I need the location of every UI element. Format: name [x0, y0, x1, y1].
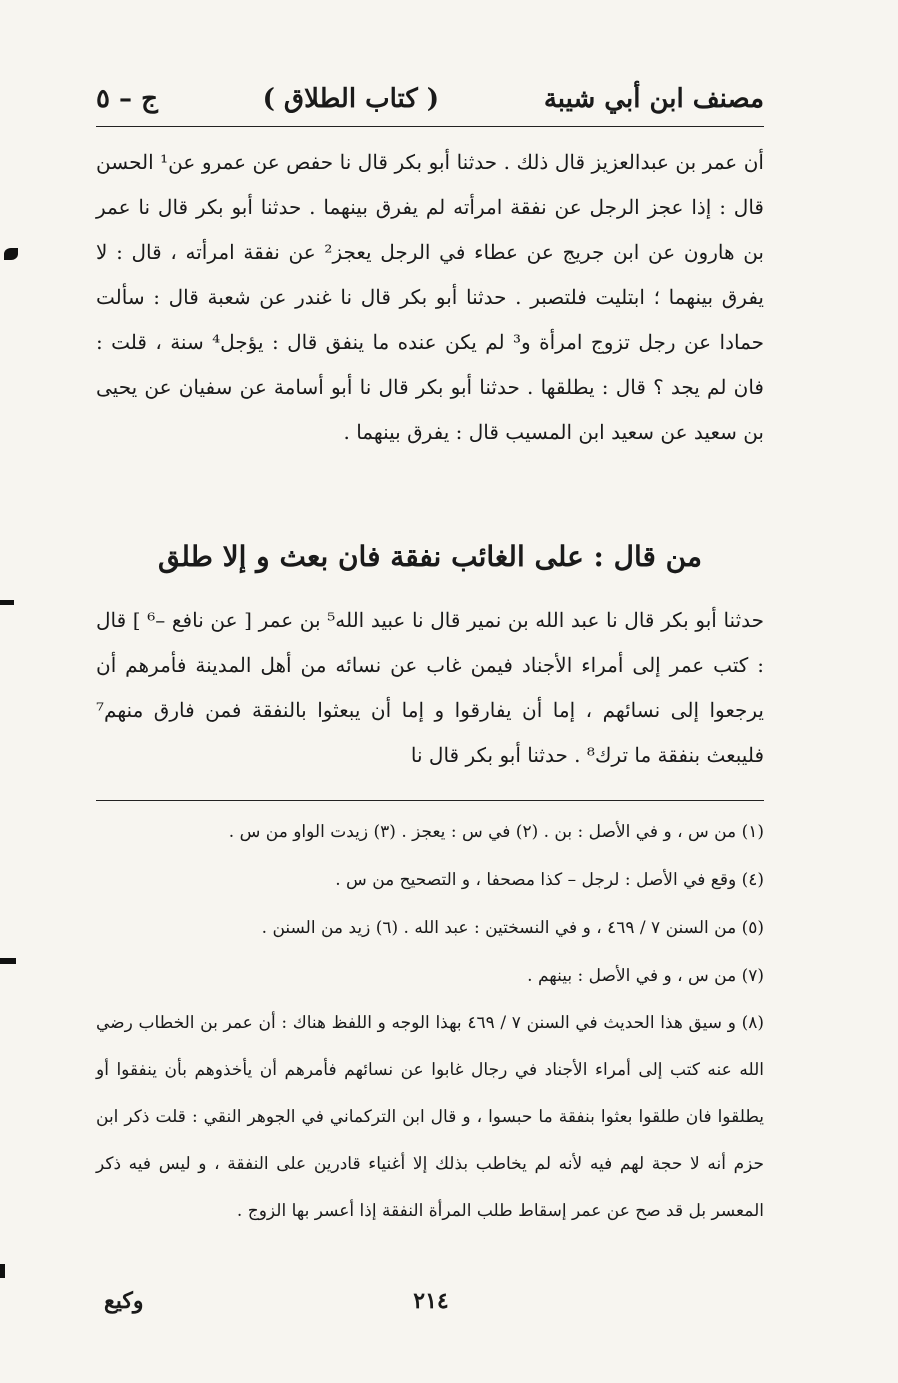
chapter-title: ( كتاب الطلاق ) [262, 84, 440, 114]
running-header [96, 76, 764, 122]
book-title: مصنف ابن أبي شيبة [543, 84, 764, 114]
page-number: ٢١٤ [413, 1288, 449, 1314]
section-heading: من قال : على الغائب نفقة فان بعث و إلا طلق [158, 540, 702, 573]
paragraph-1: أن عمر بن عبدالعزيز قال ذلك . حدثنا أبو بكر قال نا حفص عن عمرو عن¹ الحسن قال : إذا عجز الرجل عن نفقة امرأته لم يفرق بينهما . حدثنا أبو بكر قال نا عمر بن هارون عن ابن جريج عن عطاء في الرجل يعجز² عن نفقة امرأته ، قال : لا يفرق بينهما ؛ ابتليت فلتصبر . حدثنا أبو بكر قال نا غندر عن شعبة قال : سألت حمادا عن رجل تزوج امرأة و³ لم يكن عنده ما ينفق قال : يؤجل⁴ سنة ، قلت : فان لم يجد ؟ قال : يطلقها . حدثنا أبو بكر قال نا أبو أسامة عن سفيان عن يحيى بن سعيد عن سعيد ابن المسيب قال : يفرق بينهما . [96, 150, 764, 444]
footnote-8: (٨) و سيق هذا الحديث في السنن ٧ / ٤٦٩ بهذا الوجه و اللفظ هناك : أن عمر بن الخطاب رضي الله عنه كتب إلى أمراء الأجناد في رجال غابوا عن نسائهم فأمرهم أن يأخذوهم بأن ينفقوا أو يطلقوا فان طلقوا بعثوا بنفقة ما حبسوا ، و قال ابن التركماني في الجوهر النقي : قلت ذكر ابن حزم أنه لا حجة لهم فيه لأنه لم يخاطب بذلك إلا أغنياء قادرين على النفقة ، و ليس فيه ذكر المعسر بل قد صح عن عمر إسقاط طلب المرأة النفقة إذا أعسر بها الزوج . [96, 1013, 764, 1221]
main-text-continued [96, 598, 764, 778]
scan-edge-mark [0, 958, 16, 964]
paragraph-2: حدثنا أبو بكر قال نا عبد الله بن نمير قال نا عبيد الله⁵ بن عمر [ عن نافع –⁶ ] قال : كتب عمر إلى أمراء الأجناد فيمن غاب عن نسائه من أهل المدينة فأمرهم أن يرجعوا إلى نسائهم ، إما أن يفارقوا و إما أن يبعثوا بالنفقة فمن فارق منهم⁷ فليبعث بنفقة ما ترك⁸ . حدثنا أبو بكر قال نا [96, 608, 765, 767]
scan-edge-mark [0, 1264, 5, 1278]
scan-edge-mark [0, 600, 14, 605]
footnote-line: (١) من س ، و في الأصل : بن . (٢) في س : يعجز . (٣) زيدت الواو من س . [228, 822, 764, 842]
page-footer [96, 1284, 764, 1324]
header-rule [96, 126, 764, 127]
footnote-line: (٤) وقع في الأصل : لرجل – كذا مصحفا ، و التصحيح من س . [335, 870, 764, 890]
scan-edge-mark [4, 248, 18, 260]
footnote-line: (٥) من السنن ٧ / ٤٦٩ ، و في النسختين : عبد الله . (٦) زيد من السنن . [261, 918, 764, 938]
footnotes [96, 808, 764, 1235]
main-text [96, 140, 764, 455]
footnote-line: (٧) من س ، و في الأصل : بينهم . [527, 966, 764, 986]
footnote-rule [96, 800, 764, 801]
catchword: وكيع [104, 1288, 144, 1314]
volume-number: ج – ٥ [96, 84, 158, 114]
